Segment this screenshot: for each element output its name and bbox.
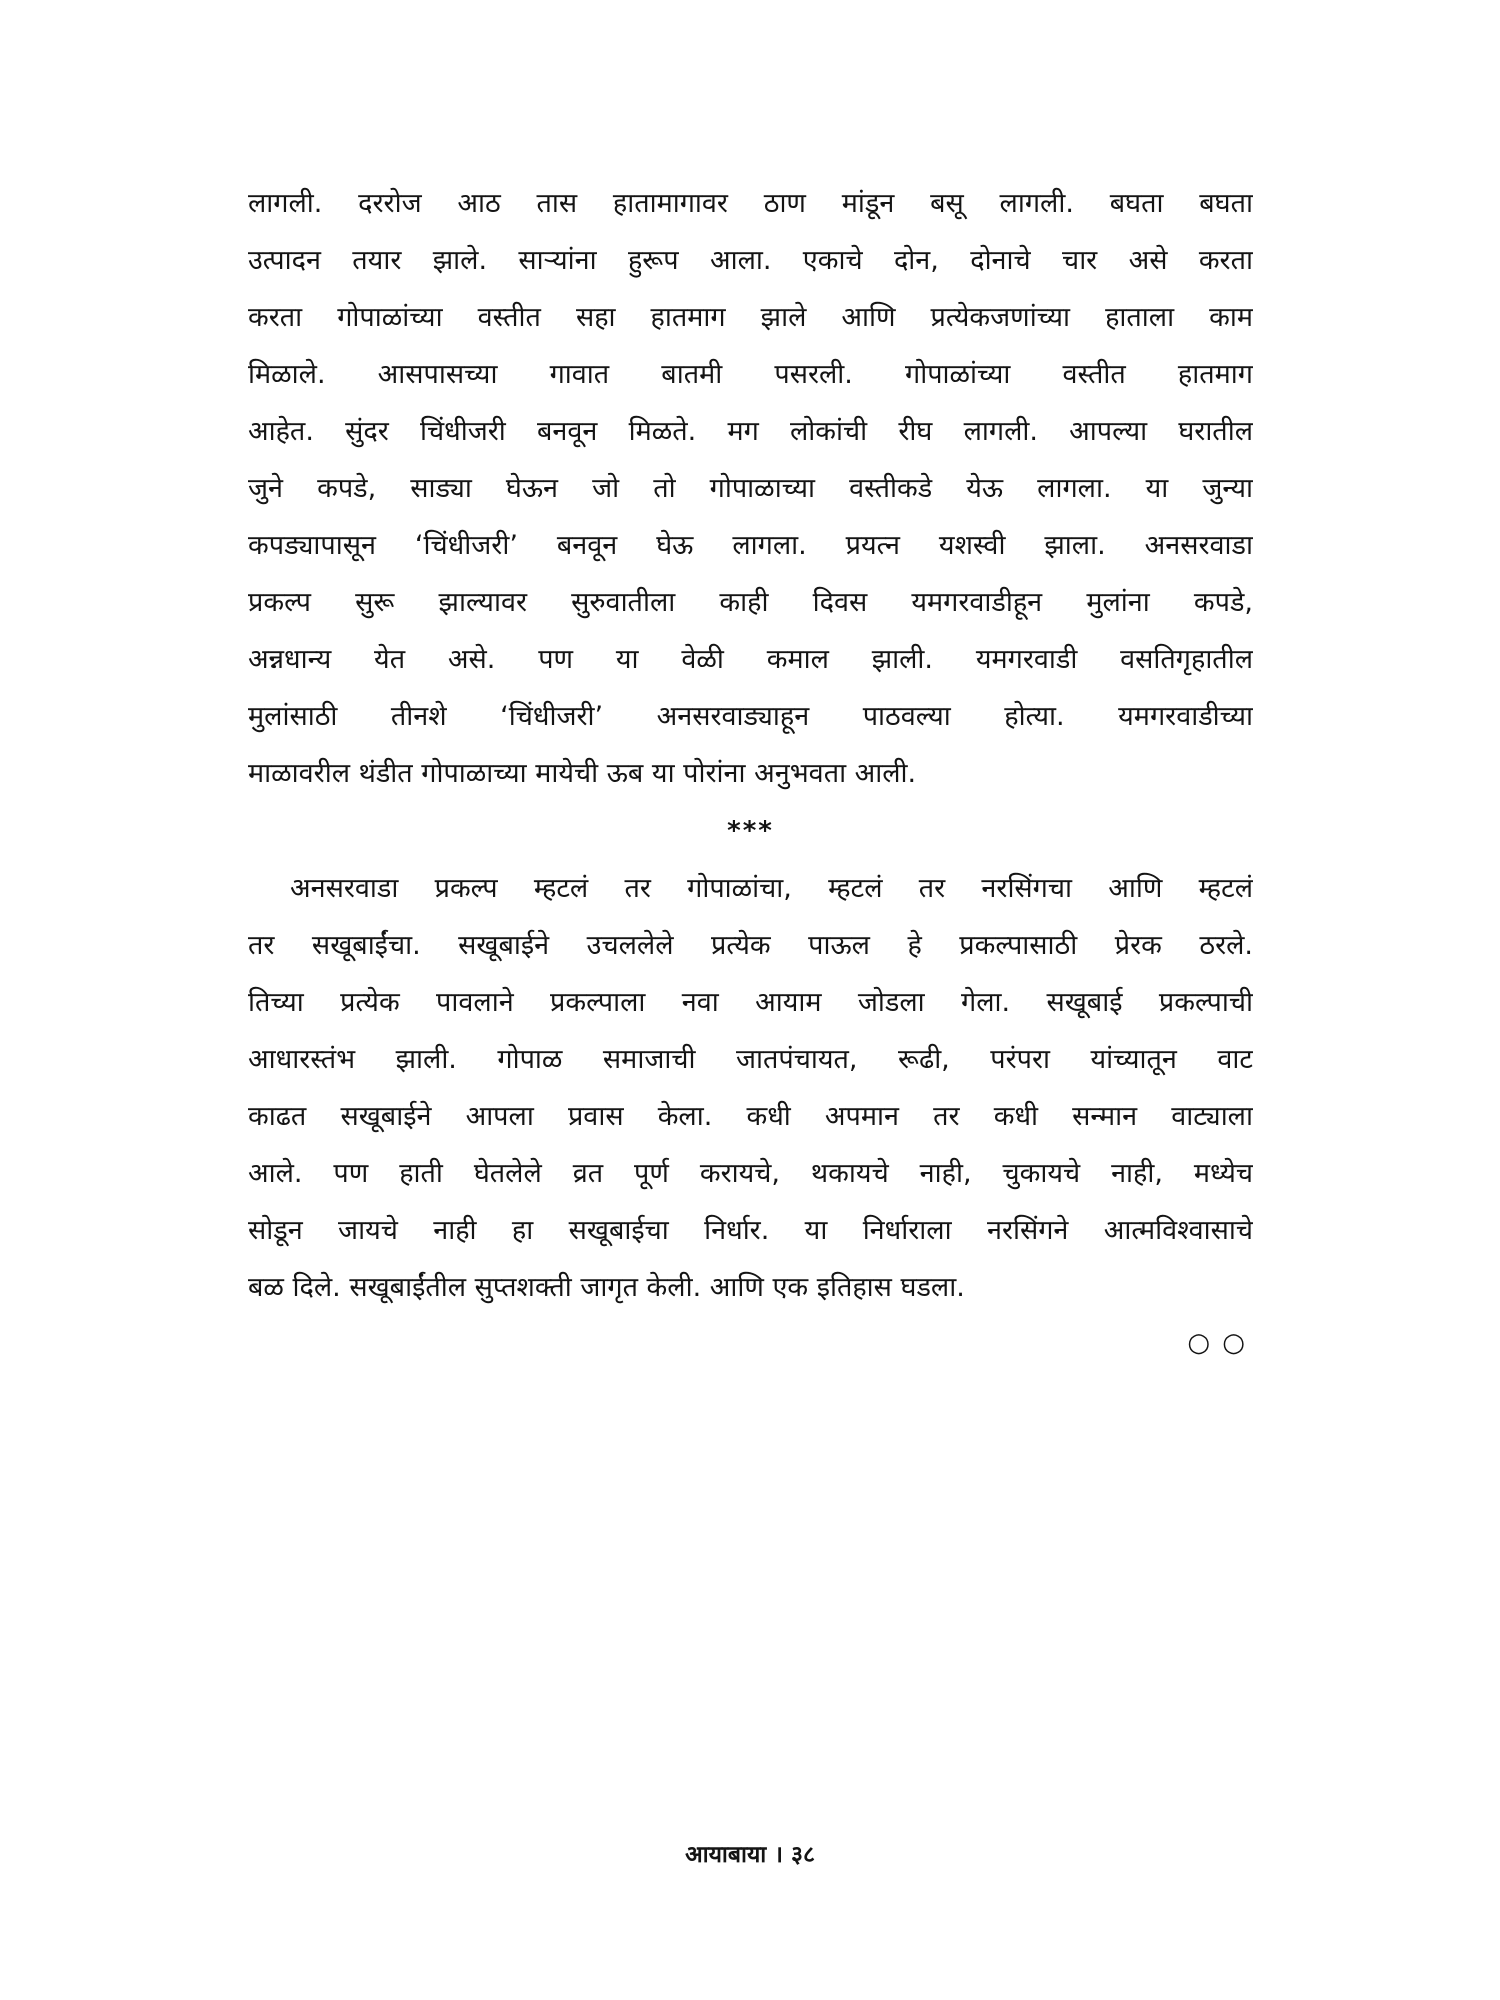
text-line: अन्नधान्य येत असे. पण या वेळी कमाल झाली. यमगरवाडी वसतिगृहातील xyxy=(248,644,1253,675)
text-line: अनसरवाडा प्रकल्प म्हटलं तर गोपाळांचा, म्हटलं तर नरसिंगचा आणि म्हटलं xyxy=(290,873,1253,904)
text-line: तर सखूबाईंचा. सखूबाईने उचललेले प्रत्येक पाऊल हे प्रकल्पासाठी प्रेरक ठरले. xyxy=(248,930,1253,961)
text-line: आधारस्तंभ झाली. गोपाळ समाजाची जातपंचायत, रूढी, परंपरा यांच्यातून वाट xyxy=(248,1044,1253,1075)
text-line: काढत सखूबाईने आपला प्रवास केला. कधी अपमान तर कधी सन्मान वाट्याला xyxy=(248,1101,1253,1132)
page-footer: आयाबाया । ३८ xyxy=(685,1842,815,1868)
paragraph-1 xyxy=(248,175,1253,802)
section-separator: *** xyxy=(727,816,774,846)
text-line: मिळाले. आसपासच्या गावात बातमी पसरली. गोपाळांच्या वस्तीत हातमाग xyxy=(248,359,1253,390)
text-line: माळावरील थंडीत गोपाळाच्या मायेची ऊब या पोरांना अनुभवता आली. xyxy=(248,758,917,789)
text-line: मुलांसाठी तीनशे ‘चिंधीजरी’ अनसरवाड्याहून पाठवल्या होत्या. यमगरवाडीच्या xyxy=(248,701,1253,732)
end-of-chapter-mark: ○ ○ xyxy=(1187,1328,1247,1358)
text-line: तिच्या प्रत्येक पावलाने प्रकल्पाला नवा आयाम जोडला गेला. सखूबाई प्रकल्पाची xyxy=(248,987,1253,1018)
text-line: आहेत. सुंदर चिंधीजरी बनवून मिळते. मग लोकांची रीघ लागली. आपल्या घरातील xyxy=(248,416,1253,447)
text-line: सोडून जायचे नाही हा सखूबाईचा निर्धार. या निर्धाराला नरसिंगने आत्मविश्वासाचे xyxy=(248,1215,1253,1246)
text-line: आले. पण हाती घेतलेले व्रत पूर्ण करायचे, थकायचे नाही, चुकायचे नाही, मध्येच xyxy=(248,1158,1253,1189)
text-line: बळ दिले. सखूबाईंतील सुप्तशक्ती जागृत केली. आणि एक इतिहास घडला. xyxy=(248,1272,965,1303)
text-line: लागली. दररोज आठ तास हातामागावर ठाण मांडून बसू लागली. बघता बघता xyxy=(248,188,1253,219)
text-line: जुने कपडे, साड्या घेऊन जो तो गोपाळाच्या वस्तीकडे येऊ लागला. या जुन्या xyxy=(248,473,1253,504)
paragraph-2 xyxy=(248,860,1253,1316)
text-line: कपड्यापासून ‘चिंधीजरी’ बनवून घेऊ लागला. प्रयत्न यशस्वी झाला. अनसरवाडा xyxy=(248,530,1253,561)
text-line: उत्पादन तयार झाले. साऱ्यांना हुरूप आला. एकाचे दोन, दोनाचे चार असे करता xyxy=(248,245,1253,276)
text-line: करता गोपाळांच्या वस्तीत सहा हातमाग झाले आणि प्रत्येकजणांच्या हाताला काम xyxy=(248,302,1253,333)
page-body xyxy=(248,175,1253,1370)
text-line: प्रकल्प सुरू झाल्यावर सुरुवातीला काही दिवस यमगरवाडीहून मुलांना कपडे, xyxy=(248,587,1253,618)
